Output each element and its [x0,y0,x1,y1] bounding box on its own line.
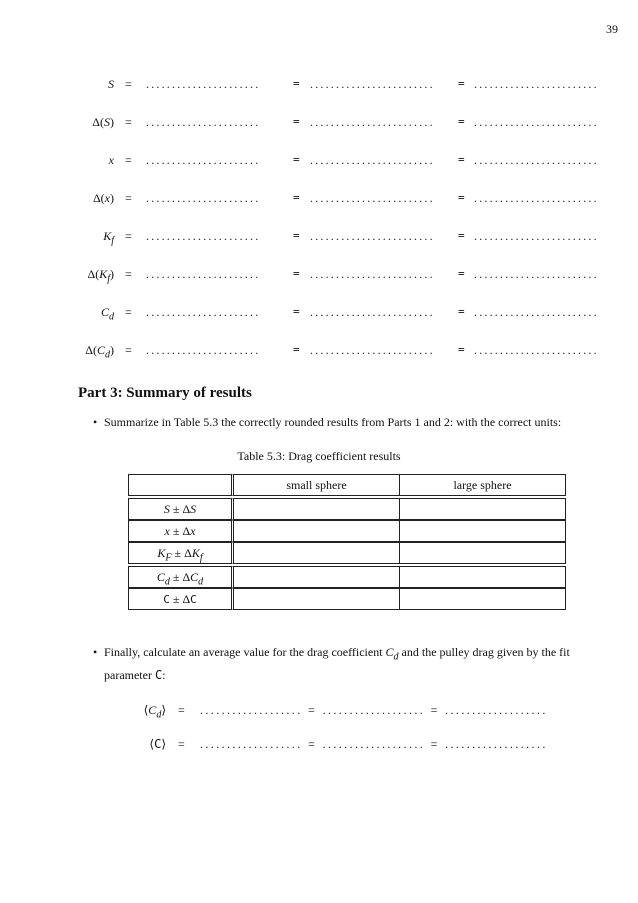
section-title: Part 3: Summary of results [78,385,252,401]
equation-lhs: Δ(S) [92,115,114,129]
equation-row [0,305,638,343]
average-row-c [0,737,638,771]
equals-sign: = [178,703,185,717]
row-label-cd: $C_d \pm \Delta C_d$ [128,566,234,588]
table-caption: Table 5.3: Drag coefficient results [237,449,401,463]
equals-sign: = [125,305,132,319]
bullet-mark: • [93,415,98,429]
row-label-c: C ± ΔC [128,588,234,610]
equals-sign: = [125,343,132,357]
equals-sign-mono: = [458,153,465,166]
equals-sign-mono: = [458,343,465,356]
instruction-text: Summarize in Table 5.3 the correctly rounded results from Parts 1 and 2: with the correct units: [104,415,562,429]
error-equations [0,77,638,381]
table-row [128,566,566,588]
fill-in-dots: ........................ [474,267,599,281]
fill-in-dots: ................... = ................... = ................... [200,703,548,717]
instruction-text: Finally, calculate an average value for the drag coefficient $C_d$ and the pulley drag given by the fit parameter C: [104,645,570,683]
cell-small-kf[interactable] [234,542,400,564]
equation-row [0,115,638,153]
fill-in-dots: ........................ [310,229,435,243]
row-label-kf: $K_F \pm \Delta K_f$ [128,542,234,564]
equals-sign-mono: = [293,153,300,166]
equation-lhs: x [108,153,114,167]
fill-in-dots: ........................ [310,343,435,357]
average-cd-label: $⟨C_d⟩$ [143,703,166,721]
equals-sign: = [178,737,185,751]
table-header-small-sphere: small sphere [234,474,400,496]
fill-in-dots: ........................ [474,77,599,91]
row-label-x: x ± Δx [128,520,234,542]
fill-in-dots: ...................... [146,343,261,357]
table-row [128,520,566,542]
cell-large-x[interactable] [400,520,566,542]
row-label-s: S ± ΔS [128,498,234,520]
fill-in-dots: ...................... [146,229,261,243]
cell-large-kf[interactable] [400,542,566,564]
fill-in-dots: ........................ [474,153,599,167]
table-row [128,542,566,564]
average-c-label: ⟨C⟩ [149,737,166,751]
fill-in-dots: ........................ [474,343,599,357]
table-row [128,588,566,610]
fill-in-dots: ...................... [146,267,261,281]
equation-lhs: $C_d$ [100,305,114,323]
table-header-cell [128,474,234,496]
equals-sign: = [125,267,132,281]
fill-in-dots: ................... = ................... = ................... [200,737,548,751]
fill-in-dots: ........................ [310,153,435,167]
equals-sign-mono: = [293,343,300,356]
equals-sign: = [125,77,132,91]
equals-sign-mono: = [293,305,300,318]
bullet-mark: • [93,645,98,659]
cell-large-c[interactable] [400,588,566,610]
equals-sign-mono: = [293,77,300,90]
equation-row [0,77,638,115]
fill-in-dots: ........................ [474,191,599,205]
results-table [128,474,566,610]
fill-in-dots: ........................ [310,305,435,319]
instruction-bullet-average [93,643,613,684]
fill-in-dots: ...................... [146,305,261,319]
equation-row [0,267,638,305]
equation-row [0,191,638,229]
equals-sign-mono: = [458,229,465,242]
fill-in-dots: ...................... [146,191,261,205]
fill-in-dots: ........................ [474,305,599,319]
equation-lhs: $K_f$ [103,229,114,247]
equation-row [0,153,638,191]
fill-in-dots: ........................ [310,267,435,281]
equation-row [0,229,638,267]
average-row-cd [0,703,638,737]
equation-row [0,343,638,381]
equals-sign: = [125,191,132,205]
fill-in-dots: ...................... [146,115,261,129]
equation-lhs: S [108,77,114,91]
cell-small-s[interactable] [234,498,400,520]
fill-in-dots: ...................... [146,77,261,91]
table-header-row [128,474,566,496]
cell-large-s[interactable] [400,498,566,520]
equals-sign: = [125,153,132,167]
equals-sign-mono: = [293,229,300,242]
table-header-large-sphere: large sphere [400,474,566,496]
equals-sign: = [125,229,132,243]
equals-sign-mono: = [458,115,465,128]
equals-sign-mono: = [458,267,465,280]
equation-lhs: $\Delta(C_d)$ [85,343,114,361]
cell-large-cd[interactable] [400,566,566,588]
equals-sign: = [125,115,132,129]
equals-sign-mono: = [293,267,300,280]
cell-small-c[interactable] [234,588,400,610]
equals-sign-mono: = [458,77,465,90]
fill-in-dots: ........................ [310,115,435,129]
equals-sign-mono: = [293,115,300,128]
instruction-bullet-summarize [93,413,613,431]
equation-lhs: $\Delta(K_f)$ [87,267,114,285]
equals-sign-mono: = [293,191,300,204]
average-equations [0,703,638,771]
equation-lhs: Δ(x) [92,191,114,205]
equals-sign-mono: = [458,305,465,318]
cell-small-x[interactable] [234,520,400,542]
cell-small-cd[interactable] [234,566,400,588]
page-number: 39 [606,22,618,36]
fill-in-dots: ...................... [146,153,261,167]
fill-in-dots: ........................ [474,229,599,243]
fill-in-dots: ........................ [310,191,435,205]
fill-in-dots: ........................ [474,115,599,129]
equals-sign-mono: = [458,191,465,204]
fill-in-dots: ........................ [310,77,435,91]
table-row [128,498,566,520]
